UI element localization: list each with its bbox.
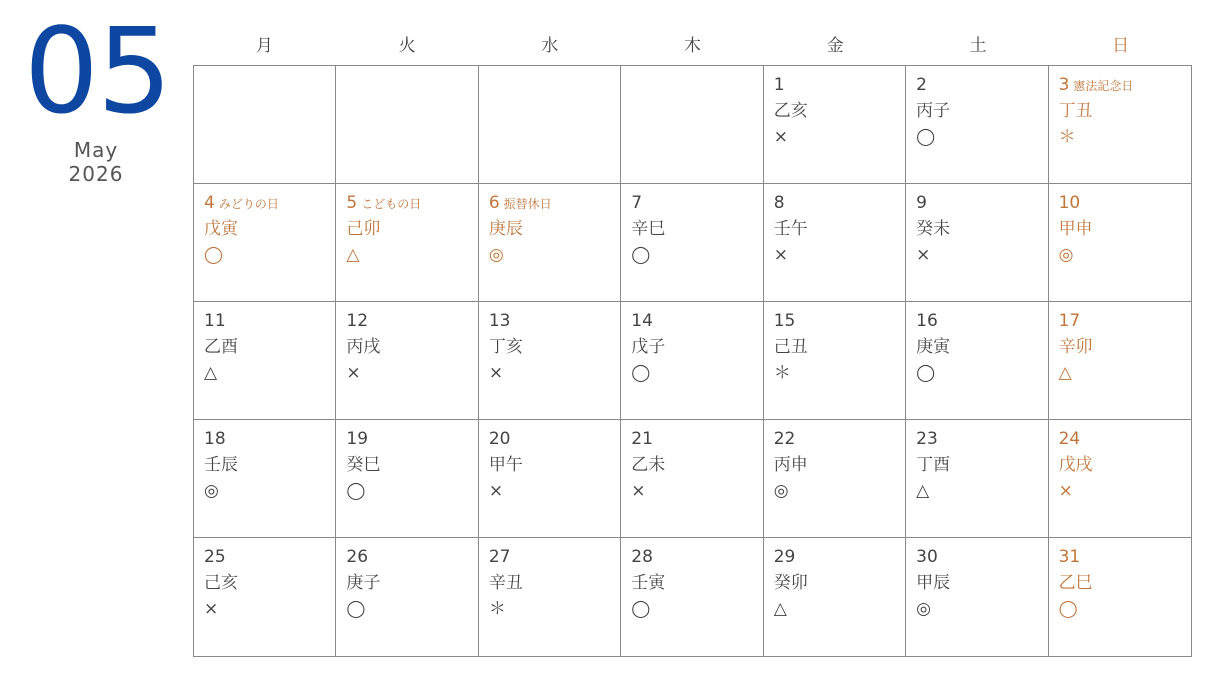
fortune-mark: ◯ — [346, 599, 366, 619]
kanshi-label: 乙巳 — [1058, 573, 1093, 593]
day-cell — [906, 66, 1048, 184]
day-header — [489, 546, 620, 569]
empty-day-cell — [336, 66, 478, 184]
kanshi-label: 己丑 — [773, 337, 808, 357]
fortune-mark: × — [773, 245, 788, 265]
kanshi-label: 甲午 — [488, 455, 523, 475]
day-cell — [906, 184, 1048, 302]
day-number: 20 — [488, 429, 511, 449]
kanshi-label: 庚寅 — [916, 337, 951, 357]
day-cell — [906, 538, 1048, 656]
day-cell — [1049, 302, 1191, 420]
day-cell — [764, 184, 906, 302]
day-number: 25 — [204, 547, 226, 567]
day-number: 24 — [1058, 429, 1081, 449]
day-number: 27 — [488, 547, 511, 567]
day-header — [489, 192, 620, 215]
day-number: 29 — [773, 547, 796, 567]
day-header — [204, 310, 335, 333]
fortune-mark: △ — [916, 481, 930, 501]
day-number: 8 — [773, 193, 785, 213]
fortune-mark: ◎ — [773, 481, 789, 501]
fortune-mark: ◎ — [204, 481, 219, 501]
weekday-sat: 土 — [969, 36, 987, 56]
month-number: 05 — [23, 2, 171, 140]
weekday-header — [193, 30, 1192, 62]
calendar-grid — [193, 65, 1192, 657]
kanshi-label: 癸卯 — [773, 573, 808, 593]
day-header — [1059, 428, 1191, 451]
day-number: 23 — [916, 429, 938, 449]
fortune-mark: ◯ — [916, 127, 936, 147]
kanshi-label: 辛卯 — [1058, 337, 1093, 357]
day-number: 4 — [204, 193, 215, 213]
day-cell — [764, 538, 906, 656]
fortune-mark: ◯ — [204, 245, 224, 265]
day-cell — [194, 538, 336, 656]
kanshi-label: 壬辰 — [204, 455, 238, 475]
weekday-fri: 金 — [826, 36, 844, 56]
weekday-thu: 木 — [684, 36, 702, 56]
day-cell — [336, 302, 478, 420]
day-cell — [621, 538, 763, 656]
weekday-mon: 月 — [255, 36, 273, 56]
fortune-mark: △ — [346, 245, 360, 265]
day-cell — [621, 184, 763, 302]
day-header — [1059, 74, 1191, 97]
kanshi-label: 乙酉 — [204, 337, 238, 357]
year: 2026 — [68, 162, 124, 186]
fortune-mark: ◎ — [488, 245, 504, 265]
day-cell — [336, 420, 478, 538]
day-cell — [479, 302, 621, 420]
day-number: 5 — [346, 193, 358, 213]
kanshi-label: 己卯 — [346, 219, 381, 239]
kanshi-label: 己亥 — [204, 573, 238, 593]
fortune-mark: △ — [1058, 363, 1072, 383]
day-header — [631, 428, 762, 451]
kanshi-label: 丁亥 — [488, 337, 523, 357]
kanshi-label: 辛巳 — [631, 219, 666, 239]
month-name: May — [73, 138, 119, 162]
fortune-mark: △ — [773, 599, 787, 619]
day-header — [774, 310, 905, 333]
day-number: 14 — [631, 311, 653, 331]
fortune-mark: ＊ — [1058, 127, 1076, 147]
day-header — [489, 310, 620, 333]
day-cell — [906, 420, 1048, 538]
day-header — [916, 310, 1047, 333]
kanshi-label: 戊寅 — [204, 219, 238, 239]
day-number: 3 — [1058, 75, 1070, 95]
day-header — [631, 74, 762, 97]
day-header — [1059, 546, 1191, 569]
fortune-mark: × — [1058, 481, 1073, 501]
fortune-mark: △ — [204, 363, 218, 383]
fortune-mark: × — [631, 481, 646, 501]
day-number: 21 — [631, 429, 653, 449]
day-cell — [621, 302, 763, 420]
fortune-mark: × — [488, 363, 504, 383]
day-header — [631, 546, 762, 569]
day-header — [631, 310, 762, 333]
day-header — [489, 74, 620, 97]
day-header — [346, 546, 477, 569]
holiday-name: みどりの日 — [218, 197, 279, 211]
kanshi-label: 甲辰 — [916, 573, 951, 593]
day-number: 1 — [773, 75, 785, 95]
day-header — [916, 546, 1047, 569]
kanshi-label: 丙子 — [916, 101, 951, 121]
empty-day-cell — [194, 66, 336, 184]
day-cell — [764, 66, 906, 184]
kanshi-label: 庚子 — [346, 573, 381, 593]
day-header — [916, 428, 1047, 451]
day-header — [346, 192, 477, 215]
fortune-mark: ◯ — [631, 245, 651, 265]
day-cell — [1049, 420, 1191, 538]
kanshi-label: 戊戌 — [1058, 455, 1093, 475]
day-header — [204, 192, 335, 215]
fortune-mark: × — [204, 599, 219, 619]
kanshi-label: 癸未 — [916, 219, 951, 239]
fortune-mark: ◎ — [1058, 245, 1074, 265]
day-header — [1059, 192, 1191, 215]
fortune-mark: ◎ — [916, 599, 931, 619]
holiday-name: 憲法記念日 — [1073, 79, 1134, 93]
kanshi-label: 辛丑 — [488, 573, 523, 593]
kanshi-label: 乙未 — [631, 455, 666, 475]
day-header — [489, 428, 620, 451]
fortune-mark: ◯ — [346, 481, 366, 501]
day-number: 22 — [773, 429, 796, 449]
day-number: 31 — [1058, 547, 1081, 567]
day-header — [204, 74, 335, 97]
day-number: 13 — [488, 311, 511, 331]
kanshi-label: 甲申 — [1058, 219, 1093, 239]
day-header — [631, 192, 762, 215]
day-number: 11 — [204, 311, 226, 331]
day-number: 7 — [631, 193, 643, 213]
empty-day-cell — [479, 66, 621, 184]
day-cell — [194, 184, 336, 302]
kanshi-label: 乙亥 — [773, 101, 808, 121]
day-number: 10 — [1058, 193, 1081, 213]
day-header — [774, 74, 905, 97]
day-number: 17 — [1058, 311, 1081, 331]
day-header — [774, 428, 905, 451]
fortune-mark: ＊ — [488, 599, 506, 619]
fortune-mark: ◯ — [631, 599, 651, 619]
day-number: 30 — [916, 547, 938, 567]
empty-day-cell — [621, 66, 763, 184]
day-cell — [479, 538, 621, 656]
day-cell — [194, 302, 336, 420]
weekday-sun: 日 — [1112, 36, 1130, 56]
day-number: 16 — [916, 311, 938, 331]
day-cell — [1049, 66, 1191, 184]
day-header — [346, 310, 477, 333]
day-header — [774, 192, 905, 215]
day-header — [204, 546, 335, 569]
day-header — [204, 428, 335, 451]
fortune-mark: ◯ — [631, 363, 651, 383]
fortune-mark: × — [773, 127, 788, 147]
day-cell — [1049, 538, 1191, 656]
day-cell — [336, 538, 478, 656]
day-header — [774, 546, 905, 569]
day-cell — [764, 302, 906, 420]
holiday-name: 振替休日 — [503, 197, 552, 211]
day-cell — [1049, 184, 1191, 302]
day-number: 15 — [773, 311, 796, 331]
day-number: 12 — [346, 311, 369, 331]
kanshi-label: 壬寅 — [631, 573, 666, 593]
fortune-mark: × — [916, 245, 931, 265]
kanshi-label: 丁酉 — [916, 455, 951, 475]
day-cell — [906, 302, 1048, 420]
kanshi-label: 丙戌 — [346, 337, 381, 357]
day-cell — [479, 184, 621, 302]
day-number: 9 — [916, 193, 927, 213]
fortune-mark: × — [346, 363, 361, 383]
kanshi-label: 癸巳 — [346, 455, 381, 475]
fortune-mark: ◯ — [1058, 599, 1078, 619]
kanshi-label: 戊子 — [631, 337, 666, 357]
day-cell — [479, 420, 621, 538]
day-cell — [764, 420, 906, 538]
day-number: 2 — [916, 75, 927, 95]
day-header — [346, 428, 477, 451]
fortune-mark: ◯ — [916, 363, 936, 383]
holiday-name: こどもの日 — [361, 197, 422, 211]
day-number: 26 — [346, 547, 369, 567]
fortune-mark: ＊ — [773, 363, 791, 383]
day-header — [346, 74, 477, 97]
kanshi-label: 壬午 — [773, 219, 808, 239]
day-number: 19 — [346, 429, 369, 449]
day-cell — [621, 420, 763, 538]
kanshi-label: 庚辰 — [488, 219, 523, 239]
day-cell — [336, 184, 478, 302]
day-header — [916, 74, 1047, 97]
fortune-mark: × — [488, 481, 504, 501]
day-header — [1059, 310, 1191, 333]
day-cell — [194, 420, 336, 538]
day-number: 28 — [631, 547, 653, 567]
weekday-wed: 水 — [541, 36, 559, 56]
day-header — [916, 192, 1047, 215]
kanshi-label: 丁丑 — [1058, 101, 1093, 121]
day-number: 18 — [204, 429, 226, 449]
kanshi-label: 丙申 — [773, 455, 808, 475]
weekday-tue: 火 — [398, 36, 416, 56]
day-number: 6 — [488, 193, 500, 213]
